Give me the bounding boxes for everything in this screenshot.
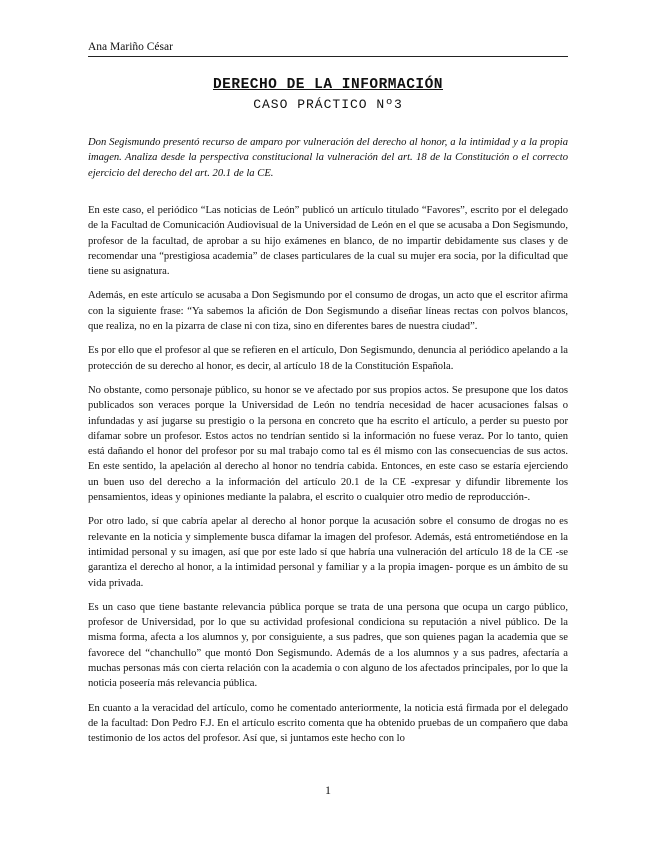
paragraph: Es un caso que tiene bastante relevancia pública porque se trata de una persona que ocupa un cargo público, profesor de Universidad, por lo que su actividad profesional condiciona su reputación a nivel público. De la misma forma, afecta a los alumnos y, por consiguiente, a sus padres, que son quienes pagan la academia que se favorece del “chanchullo” que montó Don Segismundo. Además de a los alumnos y a sus padres, afectaría a muchas personas más con cierta relación con la academia o con alguno de los afectados principales, por lo que la noticia poseería más relevancia pública. — [88, 601, 568, 690]
document-title: DERECHO DE LA INFORMACIÓN — [212, 77, 444, 93]
paragraph: En cuanto a la veracidad del artículo, como he comentado anteriormente, la noticia está firmada por el delegado de la facultad: Don Pedro F.J. En el artículo escrito comenta que ha obtenido pruebas de un compañero que daba testimonio de los actos del profesor. Así que, si juntamos este hecho con lo — [88, 702, 568, 745]
paragraph: No obstante, como personaje público, su honor se ve afectado por sus propios actos. Se presupone que los datos publicados son veraces porque la Universidad de León no tendría necesidad de hacer acusaciones falsas o infundadas y así jugarse su prestigio o la persona en concreto que ha escrito el artículo, a perder su puesto por difamar sobre un profesor. Estos actos no tendrían sentido si la información no fuese veraz. Por lo tanto, quien está dañando el honor del profesor por su mal trabajo como tal es él mismo con las consecuencias de sus actos. En este sentido, la apelación al derecho al honor no tendría cabida. Entonces, en este caso se estaría ejerciendo un buen uso del derecho a la información del artículo 20.1 de la CE -expresar y difundir libremente los pensamientos, ideas y opiniones mediante la palabra, el escrito o cualquier otro medio de reproducción-. — [88, 384, 568, 504]
paragraph: Por otro lado, sí que cabría apelar al derecho al honor porque la acusación sobre el consumo de drogas no es relevante en la noticia y simplemente busca difamar la imagen del profesor. Además, está entrometiéndose en la intimidad personal y su imagen, así que por este lado sí que habría una vulneración del artículo 18 de la CE -se garantiza el derecho al honor, a la intimidad personal y familiar y a la propia imagen- porque es un ámbito de su vida privada. — [88, 516, 568, 589]
paragraph: Además, en este artículo se acusaba a Don Segismundo por el consumo de drogas, un acto que el escritor afirma con la siguiente frase: “Ya sabemos la afición de Don Segismundo a diseñar líneas rectas con polvos blancos, que realiza, no en la pizarra de clase ni con tiza, sino en diferentes bares de nuestra ciudad”. — [88, 290, 568, 333]
page-header-author: Ana Mariño César — [88, 40, 568, 57]
paragraph: En este caso, el periódico “Las noticias de León” publicó un artículo titulado “Favores”, escrito por el delegado de la Facultad de Comunicación Audiovisual de la Universidad de León en el que se acusaba a Don Segismundo, profesor de la facultad, de aprobar a su hijo exámenes en blanco, de no impartir debidamente sus clases y de recomendar una “prestigiosa academia” de clases particulares de la cual su mujer era socia, por la dificultad que tiene su asignatura. — [88, 205, 568, 278]
document-subtitle: CASO PRÁCTICO Nº3 — [253, 97, 403, 112]
body-text — [88, 203, 568, 756]
paragraph: Es por ello que el profesor al que se refieren en el artículo, Don Segismundo, denuncia al periódico apelando a la protección de su derecho al honor, es decir, al artículo 18 de la Constitución Española. — [88, 345, 568, 372]
page-number: 1 — [325, 783, 331, 797]
case-statement: Don Segismundo presentó recurso de amparo por vulneración del derecho al honor, a la intimidad y a la propia imagen. Analiza desde la perspectiva constitucional la vulneración del art. 18 de la Constitución o el correcto ejercicio del derecho del art. 20.1 de la CE. — [88, 137, 568, 179]
